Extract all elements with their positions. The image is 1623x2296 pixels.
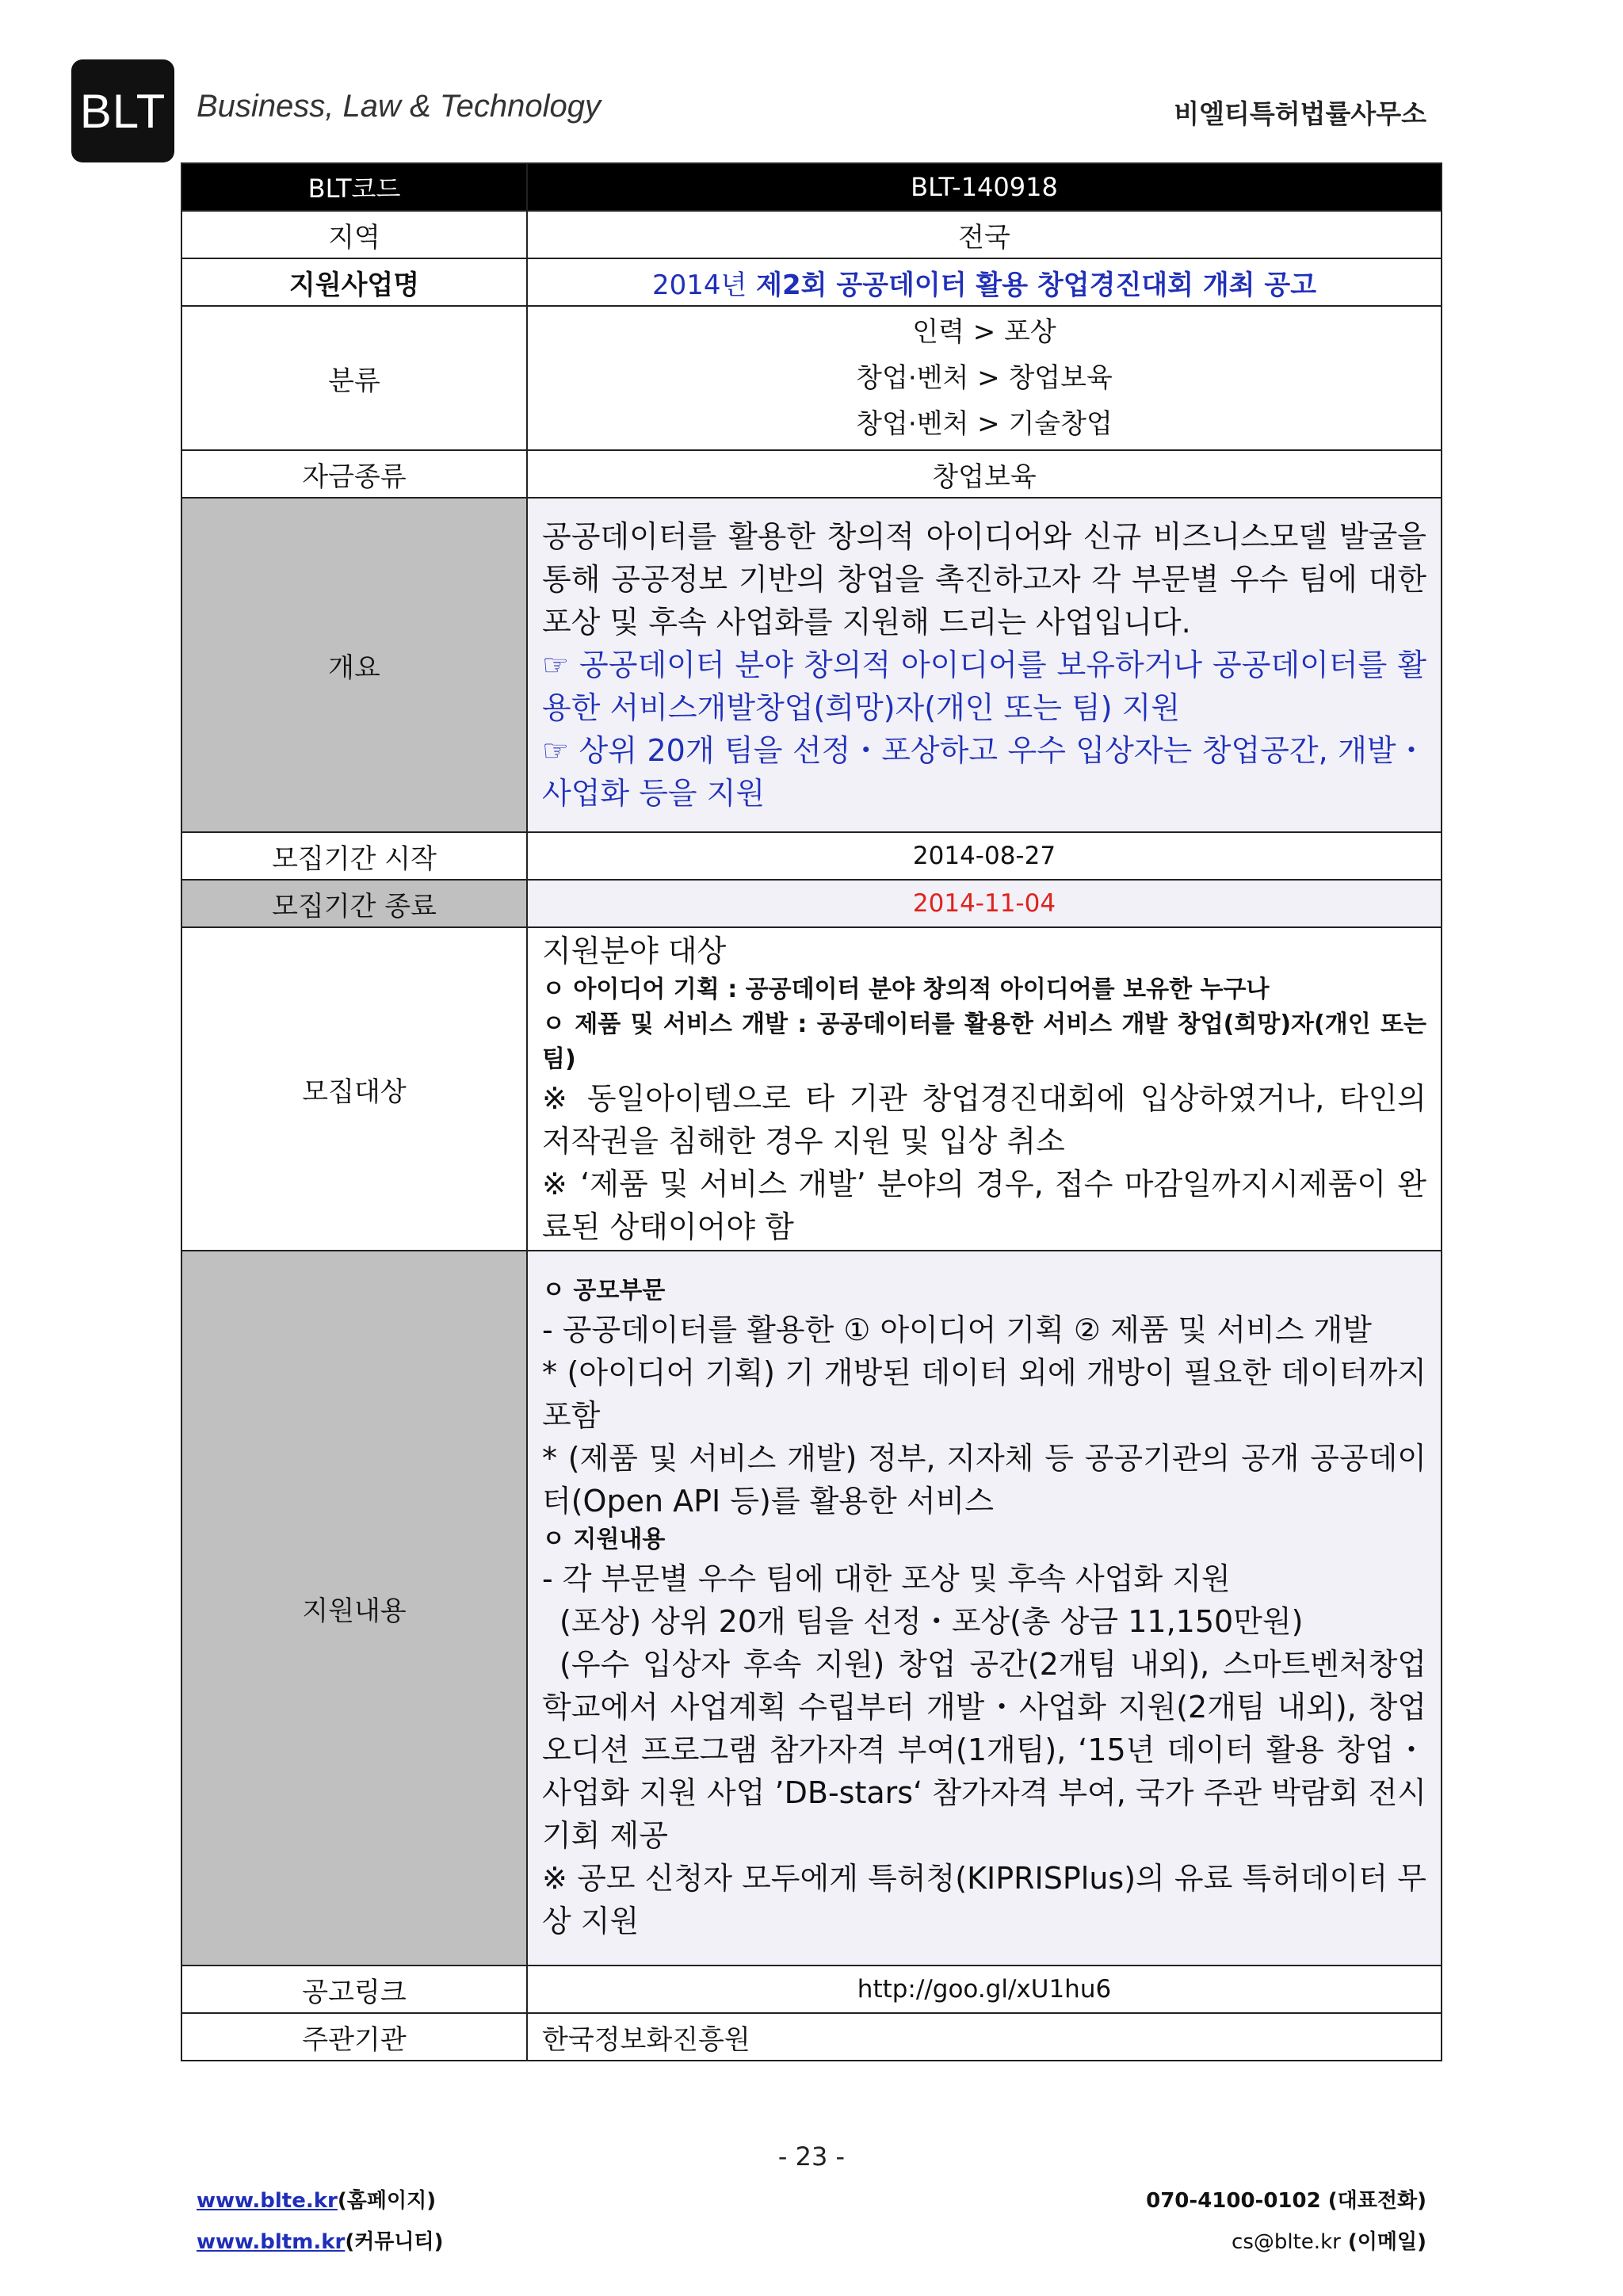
table-row <box>181 880 1442 927</box>
email-label: (이메일) <box>1340 2230 1426 2254</box>
org-value: 한국정보화진흥원 <box>527 2013 1442 2061</box>
support-label: 지원내용 <box>181 1251 527 1966</box>
homepage-label: (홈페이지) <box>337 2189 437 2213</box>
program-value <box>527 258 1442 306</box>
program-title: 제2회 공공데이터 활용 창업경진대회 개최 공고 <box>747 269 1317 301</box>
overview-text: 공공데이터를 활용한 창의적 아이디어와 신규 비즈니스모델 발굴을 통해 공공정보 기반의 창업을 촉진하고자 각 부문별 우수 팀에 대한 포상 및 후속 사업화를 지원해 드리는 사업입니다. <box>542 519 1426 640</box>
target-content <box>527 927 1442 1251</box>
region-label: 지역 <box>181 211 527 258</box>
overview-label: 개요 <box>181 498 527 832</box>
overview-point: ☞ 공공데이터 분야 창의적 아이디어를 보유하거나 공공데이터를 활용한 서비스개발창업(희망)자(개인 또는 팀) 지원 <box>542 648 1426 725</box>
support-line: * (제품 및 서비스 개발) 정부, 지자체 등 공공기관의 공개 공공데이터(Open API 등)를 활용한 서비스 <box>542 1441 1426 1519</box>
homepage-link[interactable]: www.blte.kr <box>197 2189 338 2213</box>
phone-footer: 070-4100-0102 (대표전화) <box>1146 2189 1426 2213</box>
target-note: ※ ‘제품 및 서비스 개발’ 분야의 경우, 접수 마감일까지시제품이 완료된 상태이어야 함 <box>542 1167 1426 1244</box>
overview-content <box>527 498 1442 832</box>
target-heading: 지원분야 대상 <box>542 934 727 968</box>
support-line: - 공공데이터를 활용한 ① 아이디어 기획 ② 제품 및 서비스 개발 <box>542 1312 1372 1347</box>
start-label: 모집기간 시작 <box>181 832 527 880</box>
category-list <box>527 306 1442 450</box>
org-label: 주관기관 <box>181 2013 527 2061</box>
program-label: 지원사업명 <box>181 258 527 306</box>
table-row <box>181 1251 1442 1966</box>
end-label: 모집기간 종료 <box>181 880 527 927</box>
region-value: 전국 <box>527 211 1442 258</box>
table-row <box>181 450 1442 498</box>
blt-logo: BLT <box>71 59 174 162</box>
page-number: - 23 - <box>777 2141 846 2172</box>
program-info-table <box>181 162 1442 2061</box>
table-row <box>181 927 1442 1251</box>
community-label: (커뮤니티) <box>345 2230 444 2254</box>
code-label: BLT코드 <box>181 163 527 211</box>
category-item: 창업·벤처 > 창업보육 <box>856 362 1113 394</box>
link-label: 공고링크 <box>181 1966 527 2013</box>
support-line: ※ 공모 신청자 모두에게 특허청(KIPRISPlus)의 유료 특허데이터 무상 지원 <box>542 1861 1426 1939</box>
email-footer <box>1232 2225 1426 2255</box>
table-row <box>181 1966 1442 2013</box>
table-row <box>181 258 1442 306</box>
support-line: (포상) 상위 20개 팀을 선정・포상(총 상금 11,150만원) <box>559 1604 1304 1639</box>
firm-name: 비엘티특허법률사무소 <box>1174 98 1426 129</box>
support-content <box>527 1251 1442 1966</box>
program-year: 2014년 <box>651 269 747 301</box>
support-heading: ㅇ 공모부문 <box>542 1277 666 1305</box>
fund-label: 자금종류 <box>181 450 527 498</box>
target-label: 모집대상 <box>181 927 527 1251</box>
table-row <box>181 2013 1442 2061</box>
announcement-link[interactable]: http://goo.gl/xU1hu6 <box>527 1966 1442 2013</box>
community-link[interactable]: www.bltm.kr <box>197 2230 346 2254</box>
support-line: (우수 입상자 후속 지원) 창업 공간(2개팀 내외), 스마트벤처창업학교에서 사업계획 수립부터 개발・사업화 지원(2개팀 내외), 창업오디션 프로그램 참가자격 부여(1개팀), ‘15년 데이터 활용 창업・사업화 지원 사업 ’DB-stars‘ 참가자격 부여, 국가 주관 박람회 전시 기회 제공 <box>542 1647 1426 1853</box>
community-footer <box>197 2225 444 2255</box>
fund-value: 창업보육 <box>527 450 1442 498</box>
homepage-footer <box>197 2184 436 2214</box>
start-value: 2014-08-27 <box>527 832 1442 880</box>
category-item: 인력 > 포상 <box>912 316 1056 348</box>
category-label: 분류 <box>181 306 527 450</box>
email-address[interactable]: cs@blte.kr <box>1232 2230 1341 2254</box>
table-row <box>181 211 1442 258</box>
target-item: ㅇ 아이디어 기획 : 공공데이터 분야 창의적 아이디어를 보유한 누구나 <box>542 976 1270 1003</box>
category-item: 창업·벤처 > 기술창업 <box>856 408 1113 440</box>
support-line: - 각 부문별 우수 팀에 대한 포상 및 후속 사업화 지원 <box>542 1561 1231 1596</box>
code-value: BLT-140918 <box>527 163 1442 211</box>
table-row <box>181 498 1442 832</box>
end-value: 2014-11-04 <box>527 880 1442 927</box>
table-row <box>181 163 1442 211</box>
support-heading: ㅇ 지원내용 <box>542 1526 666 1553</box>
tagline: Business, Law & Technology <box>197 89 601 124</box>
table-row <box>181 832 1442 880</box>
support-line: * (아이디어 기획) 기 개방된 데이터 외에 개방이 필요한 데이터까지 포함 <box>542 1355 1426 1433</box>
target-note: ※ 동일아이템으로 타 기관 창업경진대회에 입상하였거나, 타인의 저작권을 침해한 경우 지원 및 입상 취소 <box>542 1081 1426 1159</box>
overview-point: ☞ 상위 20개 팀을 선정・포상하고 우수 입상자는 창업공간, 개발・사업화 등을 지원 <box>542 733 1426 811</box>
table-row <box>181 306 1442 450</box>
target-item: ㅇ 제품 및 서비스 개발 : 공공데이터를 활용한 서비스 개발 창업(희망)자(개인 또는 팀) <box>542 1010 1426 1073</box>
